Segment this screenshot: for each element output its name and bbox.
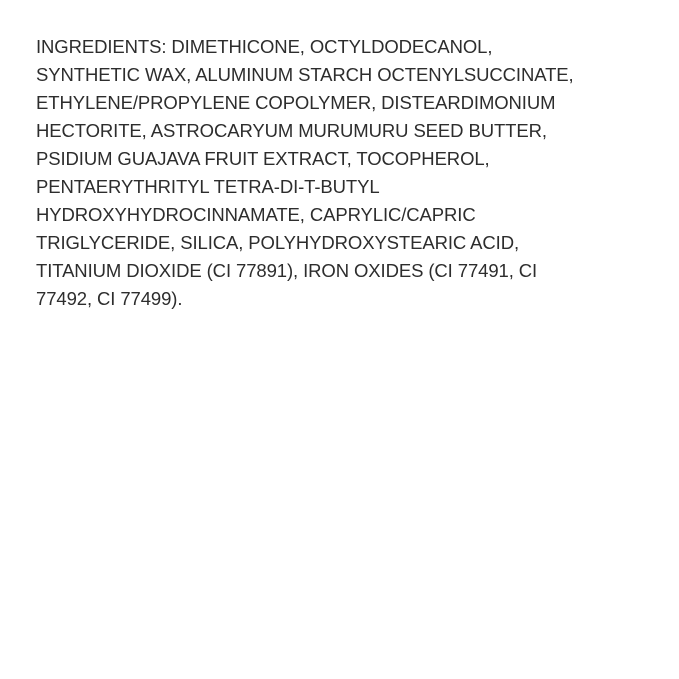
ingredients-line: SYNTHETIC WAX, ALUMINUM STARCH OCTENYLSUCCINATE, [36, 64, 574, 85]
ingredients-line: ETHYLENE/PROPYLENE COPOLYMER, DISTEARDIMONIUM [36, 92, 556, 113]
ingredients-line: INGREDIENTS: DIMETHICONE, OCTYLDODECANOL, [36, 36, 493, 57]
ingredients-line: PENTAERYTHRITYL TETRA-DI-T-BUTYL [36, 176, 380, 197]
ingredients-line: 77492, CI 77499). [36, 288, 183, 309]
ingredients-line: HYDROXYHYDROCINNAMATE, CAPRYLIC/CAPRIC [36, 204, 476, 225]
ingredients-line: TITANIUM DIOXIDE (CI 77891), IRON OXIDES (CI 77491, CI [36, 260, 538, 281]
ingredients-line: TRIGLYCERIDE, SILICA, POLYHYDROXYSTEARIC ACID, [36, 232, 520, 253]
ingredients-line: PSIDIUM GUAJAVA FRUIT EXTRACT, TOCOPHEROL, [36, 148, 490, 169]
ingredients-line: HECTORITE, ASTROCARYUM MURUMURU SEED BUTTER, [36, 120, 547, 141]
ingredients-paragraph [36, 33, 659, 313]
